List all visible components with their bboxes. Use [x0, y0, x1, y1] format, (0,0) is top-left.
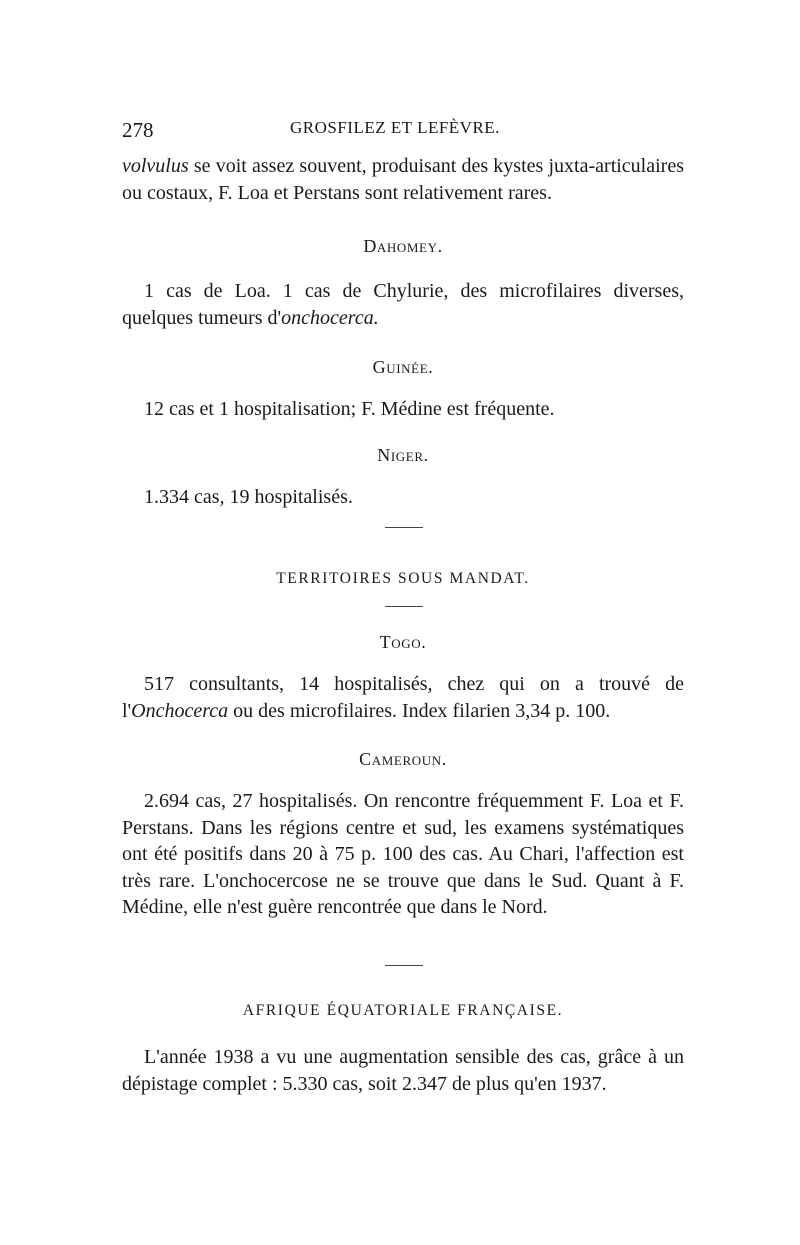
guinee-paragraph: 12 cas et 1 hospitalisation; F. Médine est fréquente.: [144, 398, 555, 420]
section-rule: [385, 527, 423, 528]
heading-togo: Togo.: [379, 632, 427, 652]
togo-italic: Onchocerca: [131, 699, 229, 722]
togo-paragraph: [122, 671, 684, 724]
heading-aef: AFRIQUE ÉQUATORIALE FRANÇAISE.: [242, 1002, 564, 1019]
intro-paragraph: [122, 153, 684, 206]
dahomey-italic: onchocerca.: [281, 306, 379, 329]
dahomey-text: 1 cas de Loa. 1 cas de Chylurie, des microfilaires diverses, quelques tumeurs d': [122, 280, 684, 329]
aef-paragraph: L'année 1938 a vu une augmentation sensible des cas, grâce à un dépistage complet : 5.330 cas, soit 2.347 de plus qu'en 1937.: [122, 1046, 684, 1095]
togo-text-before: 517 consultants, 14 hospitalisés, chez qui on a trouvé de l': [122, 673, 684, 722]
intro-italic: volvulus: [122, 155, 189, 177]
section-rule: [385, 965, 423, 966]
running-head: GROSFILEZ ET LEFÈVRE.: [290, 118, 500, 137]
dahomey-paragraph: [122, 278, 684, 331]
page-number: 278: [122, 118, 154, 142]
intro-text: se voit assez souvent, produisant des kystes juxta-articulaires ou costaux, F. Loa et Perstans sont relativement rares.: [122, 155, 684, 204]
heading-territoires: TERRITOIRES SOUS MANDAT.: [276, 570, 530, 587]
page-header: [122, 118, 682, 148]
heading-cameroun: Cameroun.: [359, 749, 447, 769]
section-rule: [385, 606, 423, 607]
heading-guinee: Guinée.: [372, 357, 434, 377]
cameroun-paragraph: 2.694 cas, 27 hospitalisés. On rencontre fréquemment F. Loa et F. Perstans. Dans les régions centre et sud, les examens systématiques ont été positifs dans 20 à 75 p. 100 des cas. Au Chari, l'affection est très rare. L'onchocercose ne se trouve que dans le Sud. Quant à F. Médine, elle n'est guère rencontrée que dans le Nord.: [122, 790, 684, 918]
heading-dahomey: Dahomey.: [363, 236, 443, 256]
togo-text-after: ou des microfilaires. Index filarien 3,34 p. 100.: [228, 699, 611, 722]
heading-niger: Niger.: [377, 445, 429, 465]
niger-paragraph: 1.334 cas, 19 hospitalisés.: [144, 486, 353, 508]
